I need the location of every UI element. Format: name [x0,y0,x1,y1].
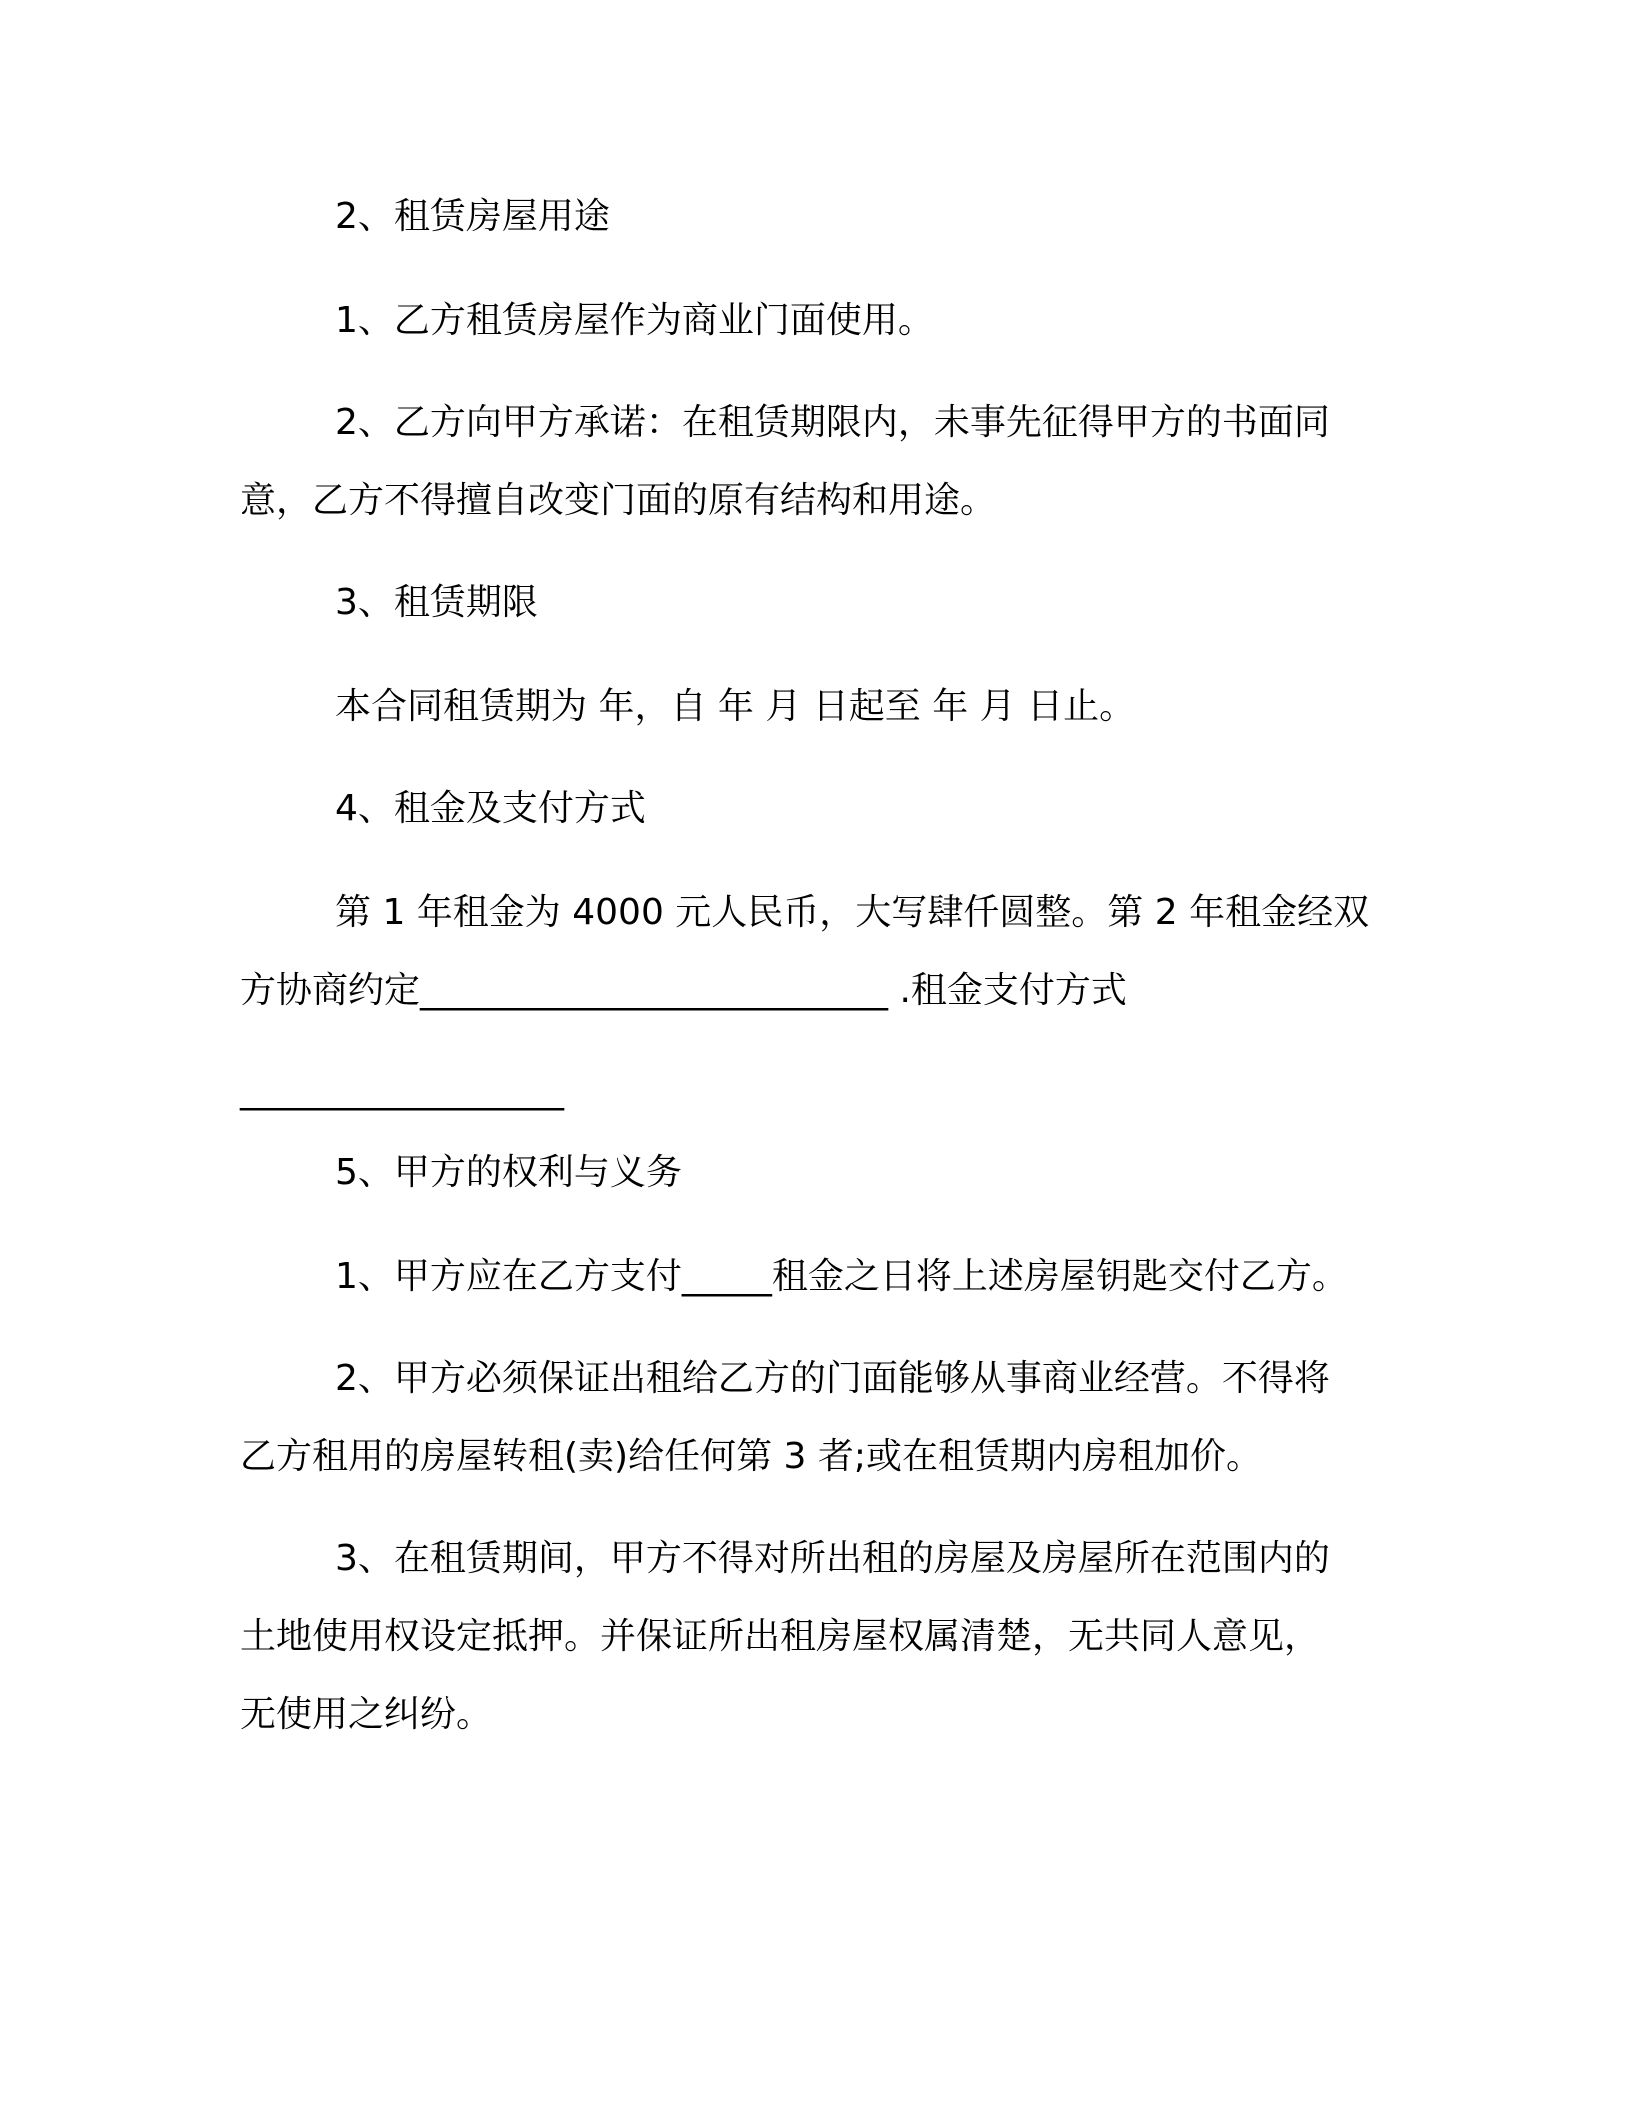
text-line: 本合同租赁期为 年，自 年 月 日起至 年 月 日止。 [335,686,1136,727]
text-line: 1、甲方应在乙方支付_____租金之日将上述房屋钥匙交付乙方。 [335,1256,1348,1297]
text-line: 乙方租用的房屋转租(卖)给任何第 3 者;或在租赁期内房租加价。 [240,1436,1263,1477]
clause-landlord-3 [240,1520,1380,1754]
text-line: 意，乙方不得擅自改变门面的原有结构和用途。 [240,480,997,521]
text-line: 1、乙方租赁房屋作为商业门面使用。 [335,300,934,341]
text-line: 2、甲方必须保证出租给乙方的门面能够从事商业经营。不得将 [335,1358,1330,1399]
text-line: 4、租金及支付方式 [335,788,646,829]
section-heading-rent [240,770,1380,848]
text-line: 无使用之纠纷。 [240,1694,493,1735]
section-heading-usage [240,178,1380,256]
text-line: __________________ [240,1070,564,1111]
clause-usage-2 [240,384,1380,540]
section-heading-term [240,564,1380,642]
text-line: 3、租赁期限 [335,582,538,623]
clause-rent [240,874,1380,1030]
text-line: 土地使用权设定抵押。并保证所出租房屋权属清楚，无共同人意见， [240,1616,1321,1657]
text-line: 3、在租赁期间，甲方不得对所出租的房屋及房屋所在范围内的 [335,1538,1330,1579]
blank-line-payment [240,1052,1380,1130]
text-line: 方协商约定__________________________ .租金支付方式 [240,970,1127,1011]
text-line: 第 1 年租金为 4000 元人民币，大写肆仟圆整。第 2 年租金经双 [335,892,1370,933]
clause-landlord-2 [240,1340,1380,1496]
text-line: 2、乙方向甲方承诺：在租赁期限内，未事先征得甲方的书面同 [335,402,1330,443]
text-line: 5、甲方的权利与义务 [335,1152,682,1193]
clause-term [240,668,1380,746]
text-line: 2、租赁房屋用途 [335,196,610,237]
clause-usage-1 [240,282,1380,360]
clause-landlord-1 [240,1238,1380,1316]
section-heading-landlord [240,1134,1380,1212]
